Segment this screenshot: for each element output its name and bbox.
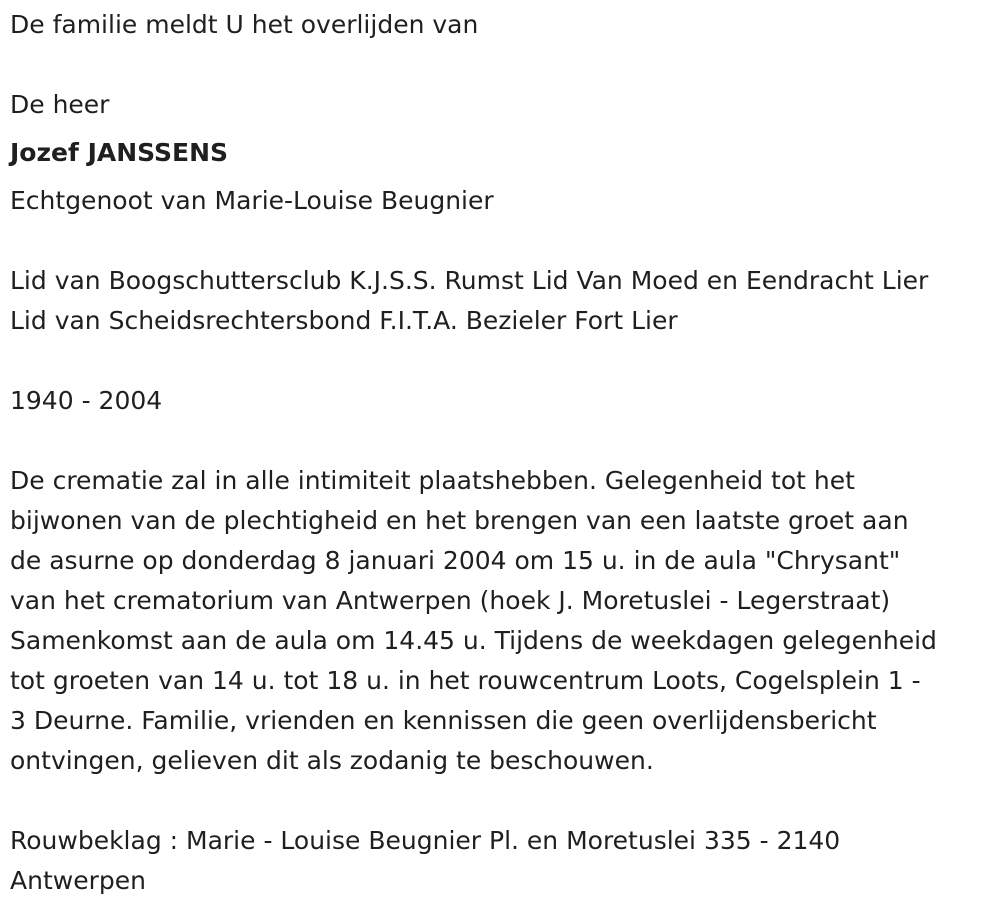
details-line: Samenkomst aan de aula om 14.45 u. Tijdens de weekdagen gelegenheid (10, 626, 937, 655)
intro-text: De familie meldt U het overlijden van (10, 10, 479, 39)
deceased-name: Jozef JANSSENS (10, 138, 229, 167)
details-line: ontvingen, gelieven dit als zodanig te beschouwen. (10, 746, 654, 775)
membership-line: Lid van Boogschuttersclub K.J.S.S. Rumst Lid Van Moed en Eendracht Lier (10, 266, 929, 295)
details-line: tot groeten van 14 u. tot 18 u. in het rouwcentrum Loots, Cogelsplein 1 - (10, 666, 921, 695)
details-line: van het crematorium van Antwerpen (hoek J. Moretuslei - Legerstraat) (10, 586, 891, 615)
condolences-line: Rouwbeklag : Marie - Louise Beugnier Pl. en Moretuslei 335 - 2140 (10, 826, 841, 855)
salutation: De heer (10, 90, 110, 119)
membership-line: Lid van Scheidsrechtersbond F.I.T.A. Bezieler Fort Lier (10, 306, 678, 335)
details-line: de asurne op donderdag 8 januari 2004 om 15 u. in de aula "Chrysant" (10, 546, 901, 575)
spouse-text: Echtgenoot van Marie-Louise Beugnier (10, 186, 494, 215)
life-years: 1940 - 2004 (10, 386, 163, 415)
condolences-line: Antwerpen (10, 866, 146, 895)
details-line: bijwonen van de plechtigheid en het brengen van een laatste groet aan (10, 506, 909, 535)
details-line: De crematie zal in alle intimiteit plaatshebben. Gelegenheid tot het (10, 466, 855, 495)
details-line: 3 Deurne. Familie, vrienden en kennissen die geen overlijdensbericht (10, 706, 877, 735)
